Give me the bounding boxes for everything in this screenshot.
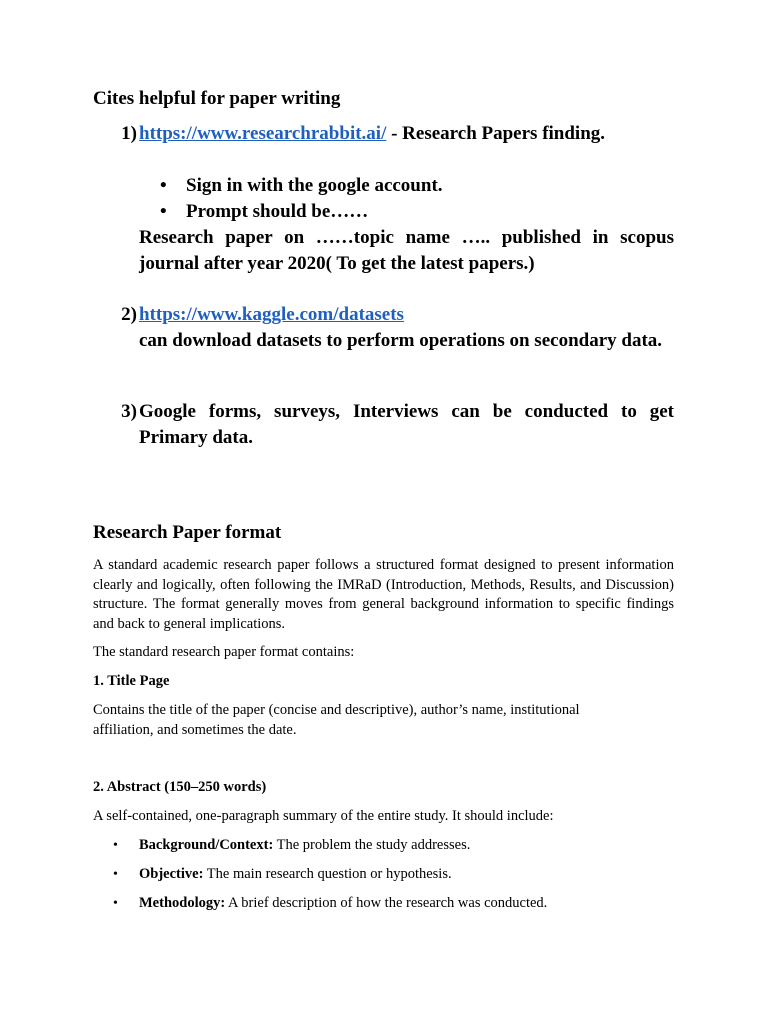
list-number-2: 2) xyxy=(121,304,137,325)
title-page-text: Contains the title of the paper (concise and descriptive), author’s name, institutional affiliation, and sometimes the date. xyxy=(93,702,580,738)
kaggle-description: can download datasets to perform operations on secondary data. xyxy=(139,330,663,351)
bullet-icon: • xyxy=(113,867,118,882)
kaggle-link[interactable]: https://www.kaggle.com/datasets xyxy=(139,304,404,325)
format-intro: A standard academic research paper follows a structured format designed to present information clearly and logically, often following the IMRaD (Introduction, Methods, Results, and Discussion) structure. The format generally moves from general background information to specific findings and back to general implications. xyxy=(93,557,674,632)
bullet-text: The main research question or hypothesis. xyxy=(203,866,452,882)
abstract-text: A self-contained, one-paragraph summary of the entire study. It should include: xyxy=(93,808,554,824)
bullet-text: Prompt should be…… xyxy=(186,201,369,222)
bullet-icon: • xyxy=(113,896,118,911)
item-3-text: Google forms, surveys, Interviews can be conducted to get Primary data. xyxy=(139,401,674,448)
title-page-heading: 1. Title Page xyxy=(93,673,170,689)
abstract-heading: 2. Abstract (150–250 words) xyxy=(93,779,267,795)
bullet-label: Objective: xyxy=(139,866,204,882)
bullet-icon: • xyxy=(160,175,167,196)
bullet-text: The problem the study addresses. xyxy=(273,837,471,853)
bullet-icon: • xyxy=(113,838,118,853)
item-1-description: - Research Papers finding. xyxy=(386,123,606,144)
bullet-label: Background/Context: xyxy=(139,837,274,853)
section-title-format: Research Paper format xyxy=(93,522,282,543)
bullet-text: Sign in with the google account. xyxy=(186,175,443,196)
bullet-label: Methodology: xyxy=(139,895,226,911)
bullet-icon: • xyxy=(160,201,167,222)
list-number-3: 3) xyxy=(121,401,137,422)
researchrabbit-link[interactable]: https://www.researchrabbit.ai/ xyxy=(139,123,387,144)
format-contains: The standard research paper format contains: xyxy=(93,644,355,660)
prompt-example: Research paper on ……topic name ….. published in scopus journal after year 2020( To get the latest papers.) xyxy=(139,227,674,274)
bullet-text: A brief description of how the research was conducted. xyxy=(225,895,548,911)
list-number-1: 1) xyxy=(121,123,137,144)
section-title-cites: Cites helpful for paper writing xyxy=(93,88,341,109)
